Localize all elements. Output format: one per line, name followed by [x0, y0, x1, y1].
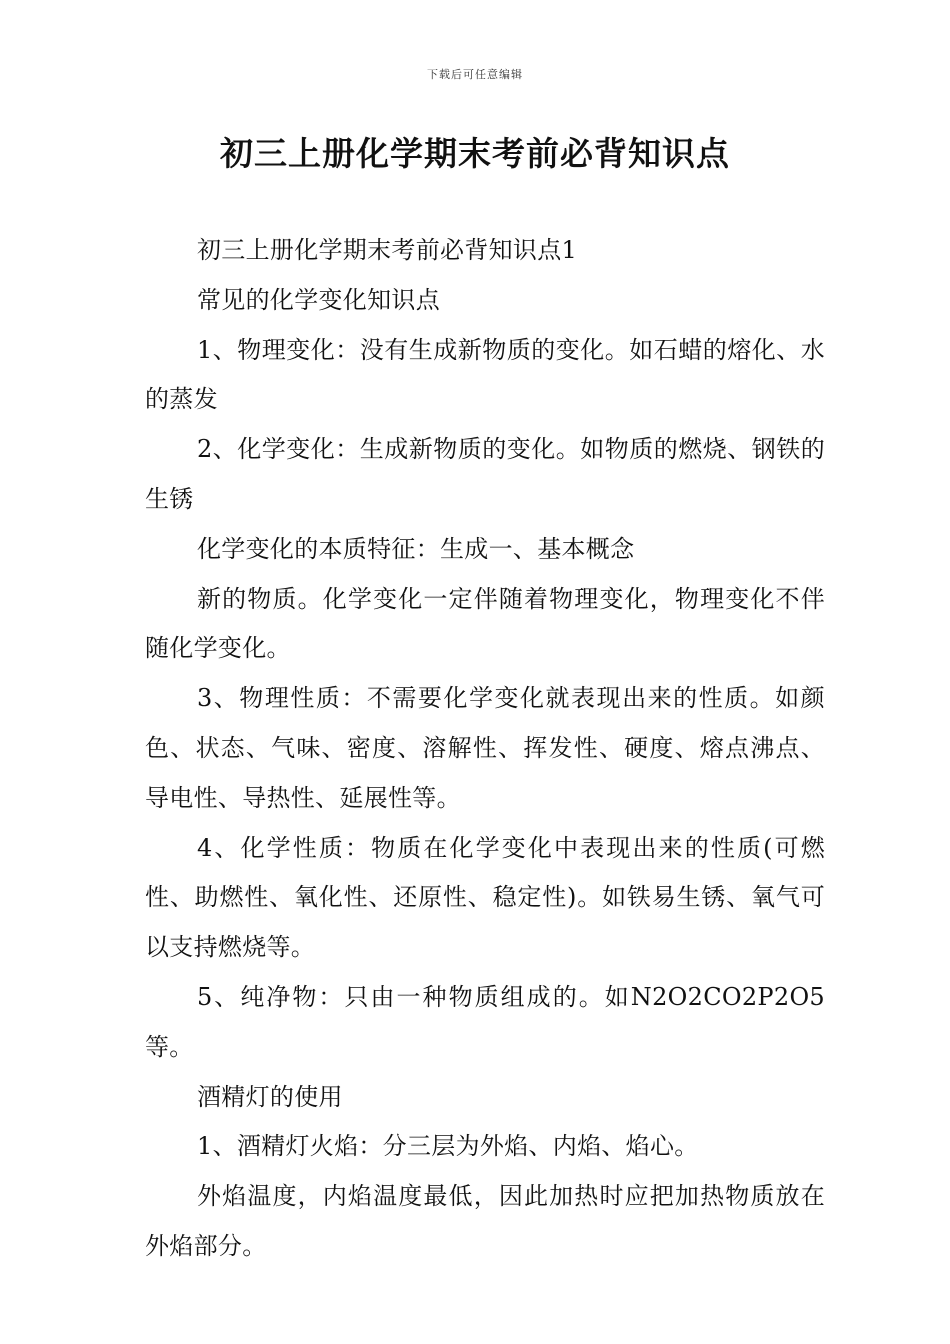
paragraph-section-heading: 初三上册化学期末考前必背知识点1	[197, 236, 578, 264]
paragraph-physical-property: 3、物理性质：不需要化学变化就表现出来的性质。如颜色、状态、气味、密度、溶解性、挥发性、硬度、熔点沸点、导电性、导热性、延展性等。	[145, 684, 825, 812]
document-title: 初三上册化学期末考前必背知识点	[220, 134, 730, 173]
paragraph-new-substance: 新的物质。化学变化一定伴随着物理变化，物理变化不伴随化学变化。	[145, 584, 825, 663]
paragraph-chemical-property: 4、化学性质：物质在化学变化中表现出来的性质(可燃性、助燃性、氧化性、还原性、稳定性)。如铁易生锈、氧气可以支持燃烧等。	[145, 833, 825, 962]
paragraph-flame-temperature: 外焰温度，内焰温度最低，因此加热时应把加热物质放在外焰部分。	[145, 1182, 825, 1260]
header-note: 下载后可任意编辑	[427, 68, 523, 81]
paragraph-chemical-change: 2、化学变化：生成新物质的变化。如物质的燃烧、钢铁的生锈	[145, 435, 825, 513]
paragraph-topic-heading: 常见的化学变化知识点	[197, 285, 440, 314]
document-body	[145, 226, 825, 1272]
paragraph-pure-substance: 5、纯净物：只由一种物质组成的。如N2O2CO2P2O5等。	[145, 982, 825, 1061]
paragraph-flame-layers: 1、酒精灯火焰：分三层为外焰、内焰、焰心。	[197, 1132, 699, 1161]
paragraph-physical-change: 1、物理变化：没有生成新物质的变化。如石蜡的熔化、水的蒸发	[145, 335, 825, 414]
paragraph-alcohol-lamp-heading: 酒精灯的使用	[197, 1082, 343, 1111]
paragraph-essential-feature: 化学变化的本质特征：生成一、基本概念	[197, 534, 635, 563]
